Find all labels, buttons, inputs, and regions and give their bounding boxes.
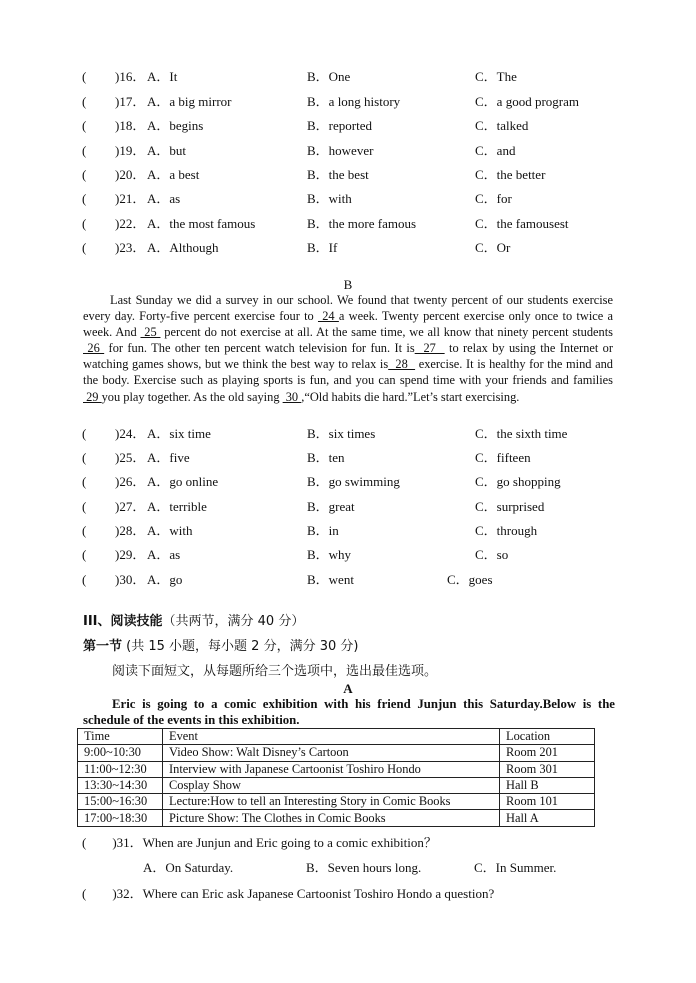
table-cell: Room 301 <box>500 761 595 777</box>
question-number: )18． <box>115 118 146 133</box>
passage-text: a week. Twenty percent exercise only once to twice a week. And <box>83 309 614 340</box>
section-1-score: (共 15 小题，每小题 2 分，满分 30 分) <box>126 639 359 654</box>
table-cell: Room 201 <box>500 745 595 761</box>
option-a[interactable]: A．with <box>147 523 193 538</box>
option-b[interactable]: B．the best <box>307 167 369 182</box>
table-cell: 15:00~16:30 <box>78 794 163 810</box>
paren: ( <box>82 426 87 441</box>
paren: ( <box>82 191 87 206</box>
question-row <box>82 190 622 208</box>
passage-text: percent do not exercise at all. At the same time, we all know that ninety percent students <box>160 325 614 340</box>
option-a[interactable]: A．go <box>147 572 183 587</box>
column-header: Event <box>163 729 500 745</box>
paren: ( <box>82 450 87 465</box>
paren: ( <box>82 547 87 562</box>
question-31-stem: ( )31．When are Junjun and Eric going to a comic exhibition？ <box>82 835 437 850</box>
option-a[interactable]: A．On Saturday. <box>143 860 234 875</box>
paren: ( <box>82 474 87 489</box>
blank-30: 30 <box>282 389 302 404</box>
option-a[interactable]: A．It <box>147 69 178 84</box>
paren: ( <box>82 572 87 587</box>
option-b[interactable]: B．If <box>307 240 338 255</box>
option-a[interactable]: A．the most famous <box>147 216 256 231</box>
part-3-score: （共两节，满分 40 分） <box>162 614 305 629</box>
option-a[interactable]: A．Although <box>147 240 219 255</box>
option-b[interactable]: B．six times <box>307 426 376 441</box>
blank-25: 25 <box>140 325 161 340</box>
paren: ( <box>82 216 87 231</box>
section-1-heading <box>83 635 358 654</box>
question-number: )25． <box>115 450 146 465</box>
paren: ( <box>82 118 87 133</box>
question-number: )17． <box>115 94 146 109</box>
table-cell: 11:00~12:30 <box>78 761 163 777</box>
option-a[interactable]: A．begins <box>147 118 204 133</box>
column-header: Location <box>500 729 595 745</box>
question-row <box>82 93 622 111</box>
option-c[interactable]: C．so <box>475 547 509 562</box>
option-c[interactable]: C．the better <box>475 167 546 182</box>
question-row <box>82 239 622 257</box>
option-b[interactable]: B．however <box>307 143 374 158</box>
question-row <box>82 571 622 589</box>
blank-28: 28 <box>388 357 416 372</box>
question-row <box>82 117 622 135</box>
option-b[interactable]: B．One <box>307 69 351 84</box>
question-number: )29． <box>115 547 146 562</box>
paren: ( <box>82 240 87 255</box>
table-row <box>78 761 595 777</box>
question-row <box>82 166 622 184</box>
option-c[interactable]: C．goes <box>447 572 493 587</box>
question-number: )23． <box>115 240 146 255</box>
option-b[interactable]: B．Seven hours long. <box>306 860 422 875</box>
passage-text: Last Sunday we did a survey in our school. We found that twenty percent of our students exercise every day. Forty-five percent exercise four to <box>83 293 613 324</box>
option-b[interactable]: B．the more famous <box>307 216 417 231</box>
option-a[interactable]: A．as <box>147 547 181 562</box>
table-header-row <box>78 729 595 745</box>
part-3-title: III、阅读技能 <box>83 614 163 629</box>
paren: ( <box>82 523 87 538</box>
question-row <box>82 449 622 467</box>
question-row <box>82 215 622 233</box>
table-row <box>78 745 595 761</box>
question-number: )21． <box>115 191 146 206</box>
option-b[interactable]: B．with <box>307 191 352 206</box>
part-3-heading <box>83 610 304 629</box>
question-number: )27． <box>115 499 146 514</box>
question-row <box>82 142 622 160</box>
option-b[interactable]: B．reported <box>307 118 372 133</box>
option-b[interactable]: B．a long history <box>307 94 401 109</box>
blank-29: 29 <box>83 389 102 404</box>
option-c[interactable]: C．for <box>475 191 512 206</box>
option-a[interactable]: A．five <box>147 450 190 465</box>
option-c[interactable]: C．In Summer. <box>474 860 557 875</box>
instruction-text: 阅读下面短文，从每题所给三个选项中，选出最佳选项。 <box>112 664 438 679</box>
question-number: )28． <box>115 523 146 538</box>
table-cell: Picture Show: The Clothes in Comic Books <box>163 810 500 826</box>
question-number: )22． <box>115 216 146 231</box>
option-c[interactable]: C．through <box>475 523 538 538</box>
paren: ( <box>82 499 87 514</box>
option-c[interactable]: C．go shopping <box>475 474 561 489</box>
option-c[interactable]: C．fifteen <box>475 450 531 465</box>
passage-a-title: A <box>343 681 353 696</box>
intro-text: Eric is going to a comic exhibition with his friend Junjun this Saturday.Below is the schedule of the events in this exhibition. <box>83 697 615 727</box>
paren: ( <box>82 69 87 84</box>
option-c[interactable]: C．talked <box>475 118 529 133</box>
table-cell: 13:30~14:30 <box>78 777 163 793</box>
question-row <box>82 68 622 86</box>
table-cell: Interview with Japanese Cartoonist Toshiro Hondo <box>163 761 500 777</box>
blank-24: 24 <box>317 309 339 324</box>
question-row <box>82 473 622 491</box>
option-c[interactable]: C．and <box>475 143 516 158</box>
option-c[interactable]: C．the famousest <box>475 216 569 231</box>
table-row <box>78 794 595 810</box>
paren: ( <box>82 167 87 182</box>
passage-b <box>83 292 613 405</box>
option-c[interactable]: C．the sixth time <box>475 426 568 441</box>
option-a[interactable]: A．but <box>147 143 187 158</box>
passage-text: to relax by using the Internet or watching games shows, but we think the best way to relax is <box>83 341 613 372</box>
passage-b-title: B <box>343 277 353 292</box>
option-a[interactable]: A．go online <box>147 474 219 489</box>
option-a[interactable]: A．as <box>147 191 181 206</box>
option-c[interactable]: C．a good program <box>475 94 579 109</box>
question-32-stem: ( )32．Where can Eric ask Japanese Cartoonist Toshiro Hondo a question? <box>82 886 495 901</box>
table-cell: Hall B <box>500 777 595 793</box>
paren: ( <box>82 143 87 158</box>
table-cell: 17:00~18:30 <box>78 810 163 826</box>
question-row <box>82 546 622 564</box>
question-number: )30． <box>115 572 146 587</box>
table-row <box>78 777 595 793</box>
option-b[interactable]: B．why <box>307 547 352 562</box>
question-number: )24． <box>115 426 146 441</box>
question-row <box>82 522 622 540</box>
question-number: )19． <box>115 143 146 158</box>
option-a[interactable]: A．six time <box>147 426 211 441</box>
option-c[interactable]: C．surprised <box>475 499 545 514</box>
table-cell: Video Show: Walt Disney’s Cartoon <box>163 745 500 761</box>
column-header: Time <box>78 729 163 745</box>
option-b[interactable]: B．great <box>307 499 355 514</box>
section-1-title: 第一节 <box>83 639 123 654</box>
passage-text: you play together. As the old saying <box>101 389 283 404</box>
question-number: )26． <box>115 474 146 489</box>
question-row <box>82 498 622 516</box>
table-cell: Cosplay Show <box>163 777 500 793</box>
passage-text: exercise. It is healthy for the mind and the body. Exercise such as playing sports is fun, and you can spend time with your friends and families <box>83 357 614 388</box>
question-number: )16． <box>115 69 146 84</box>
option-a[interactable]: A．terrible <box>147 499 207 514</box>
option-b[interactable]: B．go swimming <box>307 474 400 489</box>
option-b[interactable]: B．ten <box>307 450 345 465</box>
blank-26: 26 <box>83 341 105 356</box>
table-cell: 9:00~10:30 <box>78 745 163 761</box>
option-a[interactable]: A．a best <box>147 167 200 182</box>
question-row <box>82 425 622 443</box>
passage-text: for fun. The other ten percent watch television for fun. It is <box>104 341 415 356</box>
table-cell: Lecture:How to tell an Interesting Story in Comic Books <box>163 794 500 810</box>
option-c[interactable]: C．The <box>475 69 517 84</box>
schedule-table <box>77 728 595 827</box>
question-number: )20． <box>115 167 146 182</box>
blank-27: 27 <box>414 341 445 356</box>
paren: ( <box>82 94 87 109</box>
table-row <box>78 810 595 826</box>
option-a[interactable]: A．a big mirror <box>147 94 232 109</box>
passage-a-intro <box>83 696 615 728</box>
option-b[interactable]: B．went <box>307 572 354 587</box>
table-cell: Room 101 <box>500 794 595 810</box>
passage-text: ,“Old habits die hard.”Let’s start exercising. <box>301 389 520 404</box>
table-cell: Hall A <box>500 810 595 826</box>
option-b[interactable]: B．in <box>307 523 339 538</box>
option-c[interactable]: C．Or <box>475 240 511 255</box>
